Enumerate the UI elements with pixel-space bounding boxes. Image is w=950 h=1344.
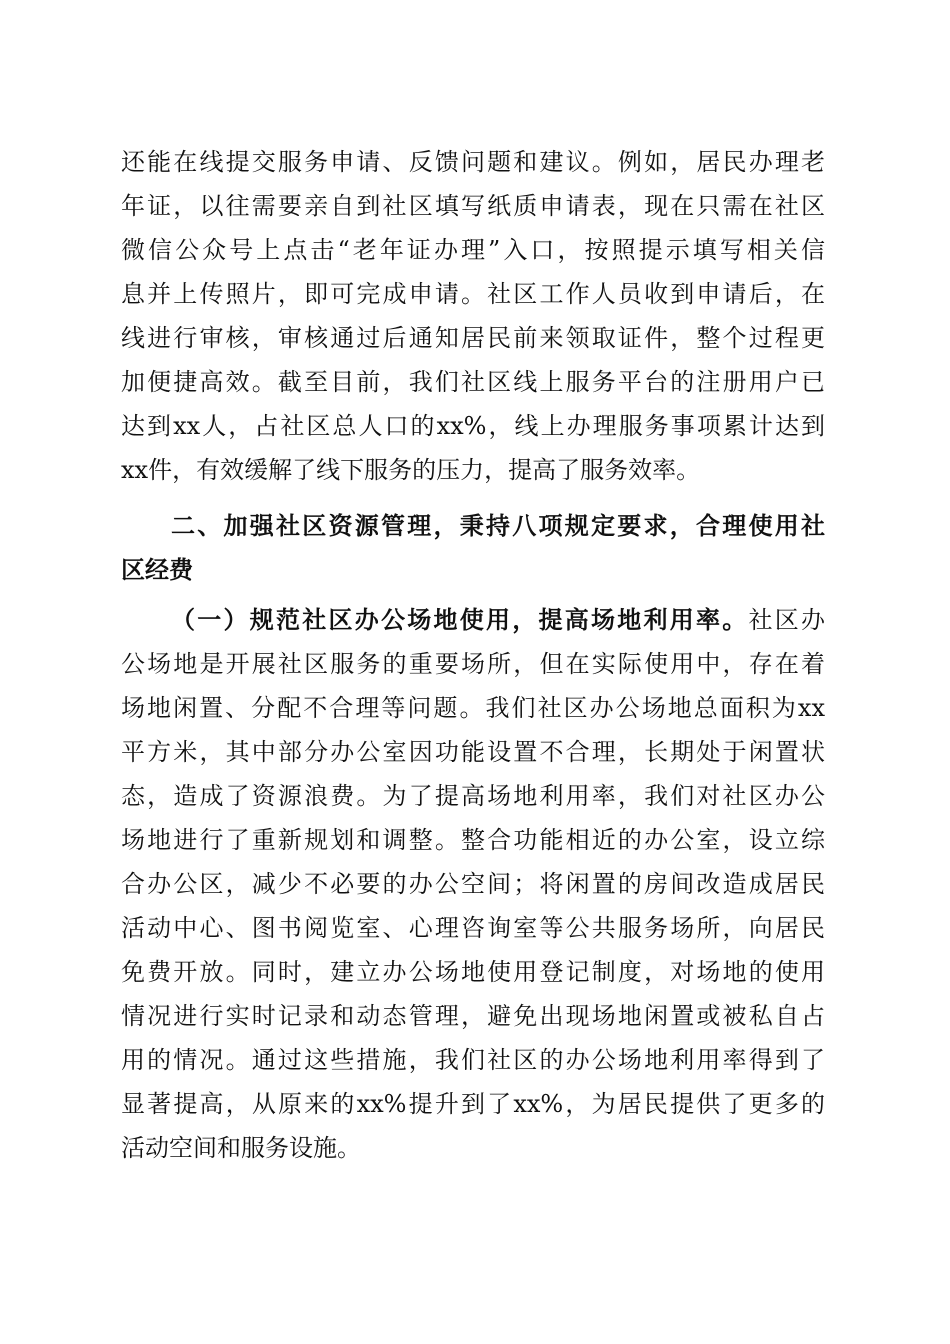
paragraph-2-line: 情况进行实时记录和动态管理，避免出现场地闲置或被私自占 (121, 1002, 825, 1030)
paragraph-2-line: 平方米，其中部分办公室因功能设置不合理，长期处于闲置状 (121, 738, 825, 766)
paragraph-2-line: 场地闲置、分配不合理等问题。我们社区办公场地总面积为xx (121, 694, 825, 722)
paragraph-2-line: 用的情况。通过这些措施，我们社区的办公场地利用率得到了 (121, 1046, 825, 1074)
paragraph-1-line: 还能在线提交服务申请、反馈问题和建议。例如，居民办理老 (121, 148, 825, 176)
paragraph-2-first-line (171, 600, 825, 640)
paragraph-1-line: 加便捷高效。截至目前，我们社区线上服务平台的注册用户已 (121, 368, 825, 396)
paragraph-1-line: 线进行审核，审核通过后通知居民前来领取证件，整个过程更 (121, 324, 825, 352)
paragraph-2-first-line-rest: 社区办 (748, 606, 825, 634)
paragraph-1-line: 达到xx人，占社区总人口的xx%，线上办理服务事项累计达到 (121, 412, 825, 440)
paragraph-1-line: xx件，有效缓解了线下服务的压力，提高了服务效率。 (121, 456, 701, 484)
paragraph-1-line: 息并上传照片，即可完成申请。社区工作人员收到申请后，在 (121, 280, 825, 308)
paragraph-2-line: 免费开放。同时，建立办公场地使用登记制度，对场地的使用 (121, 958, 825, 986)
paragraph-2-line: 活动中心、图书阅览室、心理咨询室等公共服务场所，向居民 (121, 914, 825, 942)
paragraph-1-line: 微信公众号上点击“老年证办理”入口，按照提示填写相关信 (121, 236, 825, 264)
paragraph-2-line: 场地进行了重新规划和调整。整合功能相近的办公室，设立综 (121, 826, 825, 854)
paragraph-2-subheading: （一）规范社区办公场地使用，提高场地利用率。 (171, 606, 749, 634)
section-heading-line: 二、加强社区资源管理，秉持八项规定要求，合理使用社 (171, 512, 825, 540)
paragraph-2-line: 公场地是开展社区服务的重要场所，但在实际使用中，存在着 (121, 650, 825, 678)
paragraph-2-line: 显著提高，从原来的xx%提升到了xx%，为居民提供了更多的 (121, 1090, 825, 1118)
section-heading-line: 区经费 (121, 556, 193, 584)
paragraph-1-line: 年证，以往需要亲自到社区填写纸质申请表，现在只需在社区 (121, 192, 825, 220)
paragraph-2-line: 态，造成了资源浪费。为了提高场地利用率，我们对社区办公 (121, 782, 825, 810)
paragraph-2-line: 合办公区，减少不必要的办公空间；将闲置的房间改造成居民 (121, 870, 825, 898)
paragraph-2-line: 活动空间和服务设施。 (121, 1134, 361, 1162)
